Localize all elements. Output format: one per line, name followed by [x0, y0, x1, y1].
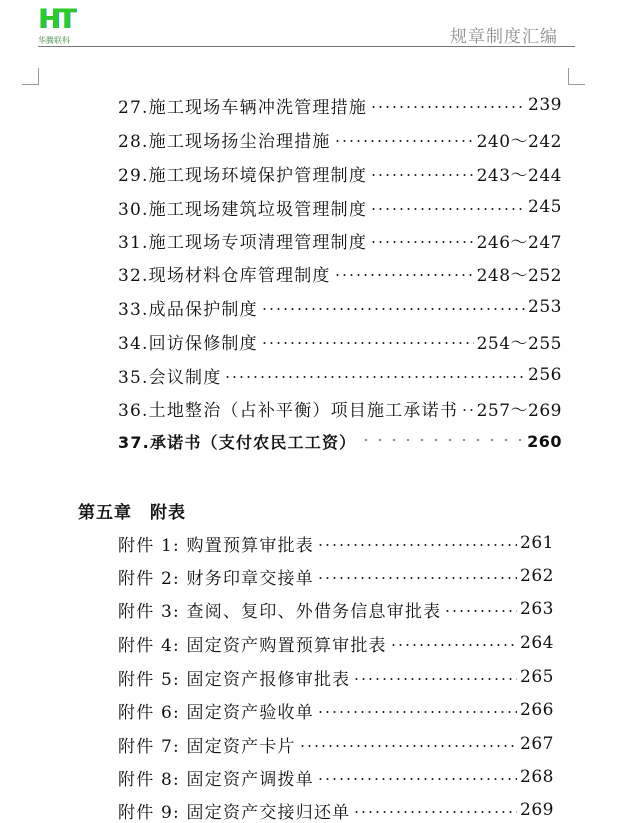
appendix-entry	[118, 665, 554, 689]
appendix-entry-label: 附件 3: 查阅、复印、外借务信息审批表	[118, 601, 442, 622]
toc-leader-dots	[353, 798, 517, 822]
appendix-entry-label: 附件 9: 固定资产交接归还单	[118, 802, 351, 823]
appendix-entry-label: 附件 4: 固定资产购置预算审批表	[118, 635, 387, 656]
toc-leader-dots	[370, 93, 525, 117]
appendix-entry	[118, 765, 554, 789]
toc-entry-label: 30.施工现场建筑垃圾管理制度	[118, 199, 368, 220]
appendix-entry	[118, 597, 554, 621]
toc-leader-dots	[299, 732, 517, 756]
toc-entry-page: 248～252	[476, 265, 562, 286]
appendix-entry-page: 263	[520, 599, 554, 619]
toc-leader-dots	[359, 429, 524, 453]
toc-leader-dots	[370, 161, 474, 185]
toc-entry	[118, 195, 562, 219]
toc-leader-dots	[261, 329, 474, 353]
appendix-entry-label: 附件 2: 财务印章交接单	[118, 568, 314, 589]
toc-leader-dots	[334, 261, 474, 285]
appendix-entry-page: 268	[520, 767, 554, 787]
toc-entry	[118, 228, 562, 252]
appendix-entry-label: 附件 5: 固定资产报修审批表	[118, 669, 351, 690]
toc-leader-dots	[444, 597, 517, 621]
toc-entry	[118, 161, 562, 185]
appendix-entry-label: 附件 8: 固定资产调拨单	[118, 769, 314, 790]
toc-entry	[118, 396, 562, 420]
toc-leader-dots	[224, 363, 525, 387]
appendix-entry-page: 267	[520, 734, 554, 754]
appendix-entry	[118, 564, 554, 588]
toc-leader-dots	[353, 665, 517, 689]
toc-leader-dots	[317, 698, 517, 722]
appendix-entry	[118, 631, 554, 655]
toc-leader-dots	[461, 396, 474, 420]
toc-entry-page: 243～244	[476, 165, 562, 186]
appendix-entry-label: 附件 6: 固定资产验收单	[118, 702, 314, 723]
toc-entry	[118, 261, 562, 285]
toc-entry	[118, 329, 562, 353]
toc-leader-dots	[390, 631, 517, 655]
toc-leader-dots	[370, 195, 525, 219]
company-logo	[38, 6, 98, 44]
toc-entry-page: 253	[528, 297, 562, 317]
toc-entry-label: 34.回访保修制度	[118, 333, 258, 354]
appendix-entry-page: 266	[520, 700, 554, 720]
appendix-entry	[118, 732, 554, 756]
toc-entry-page: 257～269	[476, 400, 562, 421]
toc-entry-label: 33.成品保护制度	[118, 299, 258, 320]
toc-entry	[118, 295, 562, 319]
logo-subtitle: 华腾联科	[38, 36, 70, 45]
toc-entry-page: 245	[528, 197, 562, 217]
toc-entry	[118, 429, 562, 453]
margin-corner-mark-right	[568, 68, 585, 85]
appendix-entry-label: 附件 7: 固定资产卡片	[118, 736, 296, 757]
logo-mark: HT	[38, 4, 74, 35]
toc-entry-label: 31.施工现场专项清理管理制度	[118, 232, 368, 253]
toc-entry-label: 36.土地整治（占补平衡）项目施工承诺书	[118, 400, 459, 421]
appendix-entry-page: 269	[520, 800, 554, 820]
header-divider	[38, 46, 575, 47]
toc-entry	[118, 127, 562, 151]
chapter-heading: 第五章 附表	[78, 503, 186, 523]
toc-leader-dots	[261, 295, 525, 319]
margin-corner-mark-left	[22, 68, 39, 85]
toc-entry-page: 240～242	[476, 131, 562, 152]
toc-entry-label: 35.会议制度	[118, 367, 222, 388]
toc-leader-dots	[334, 127, 474, 151]
toc-leader-dots	[370, 228, 474, 252]
appendix-entry	[118, 531, 554, 555]
toc-entry-label: 29.施工现场环境保护管理制度	[118, 165, 368, 186]
toc-entry-page: 246～247	[476, 232, 562, 253]
appendix-entry-page: 261	[520, 533, 554, 553]
appendix-entry	[118, 698, 554, 722]
toc-entry-page: 254～255	[476, 333, 562, 354]
toc-leader-dots	[317, 765, 517, 789]
appendix-entry-page: 264	[520, 633, 554, 653]
appendix-entry-page: 262	[520, 566, 554, 586]
toc-entry-page: 260	[527, 431, 562, 451]
toc-leader-dots	[317, 564, 517, 588]
toc-entry-label: 37.承诺书（支付农民工工资）	[118, 432, 357, 452]
toc-entry-page: 256	[528, 365, 562, 385]
appendix-entry-page: 265	[520, 667, 554, 687]
toc-entry	[118, 93, 562, 117]
toc-leader-dots	[317, 531, 517, 555]
document-header-title: 规章制度汇编	[450, 27, 558, 47]
appendix-entry	[118, 798, 554, 822]
toc-entry-label: 27.施工现场车辆冲洗管理措施	[118, 97, 368, 118]
appendix-entry-label: 附件 1: 购置预算审批表	[118, 535, 314, 556]
toc-entry-label: 28.施工现场扬尘治理措施	[118, 131, 331, 152]
toc-entry	[118, 363, 562, 387]
toc-entry-label: 32.现场材料仓库管理制度	[118, 265, 331, 286]
toc-entry-page: 239	[528, 95, 562, 115]
